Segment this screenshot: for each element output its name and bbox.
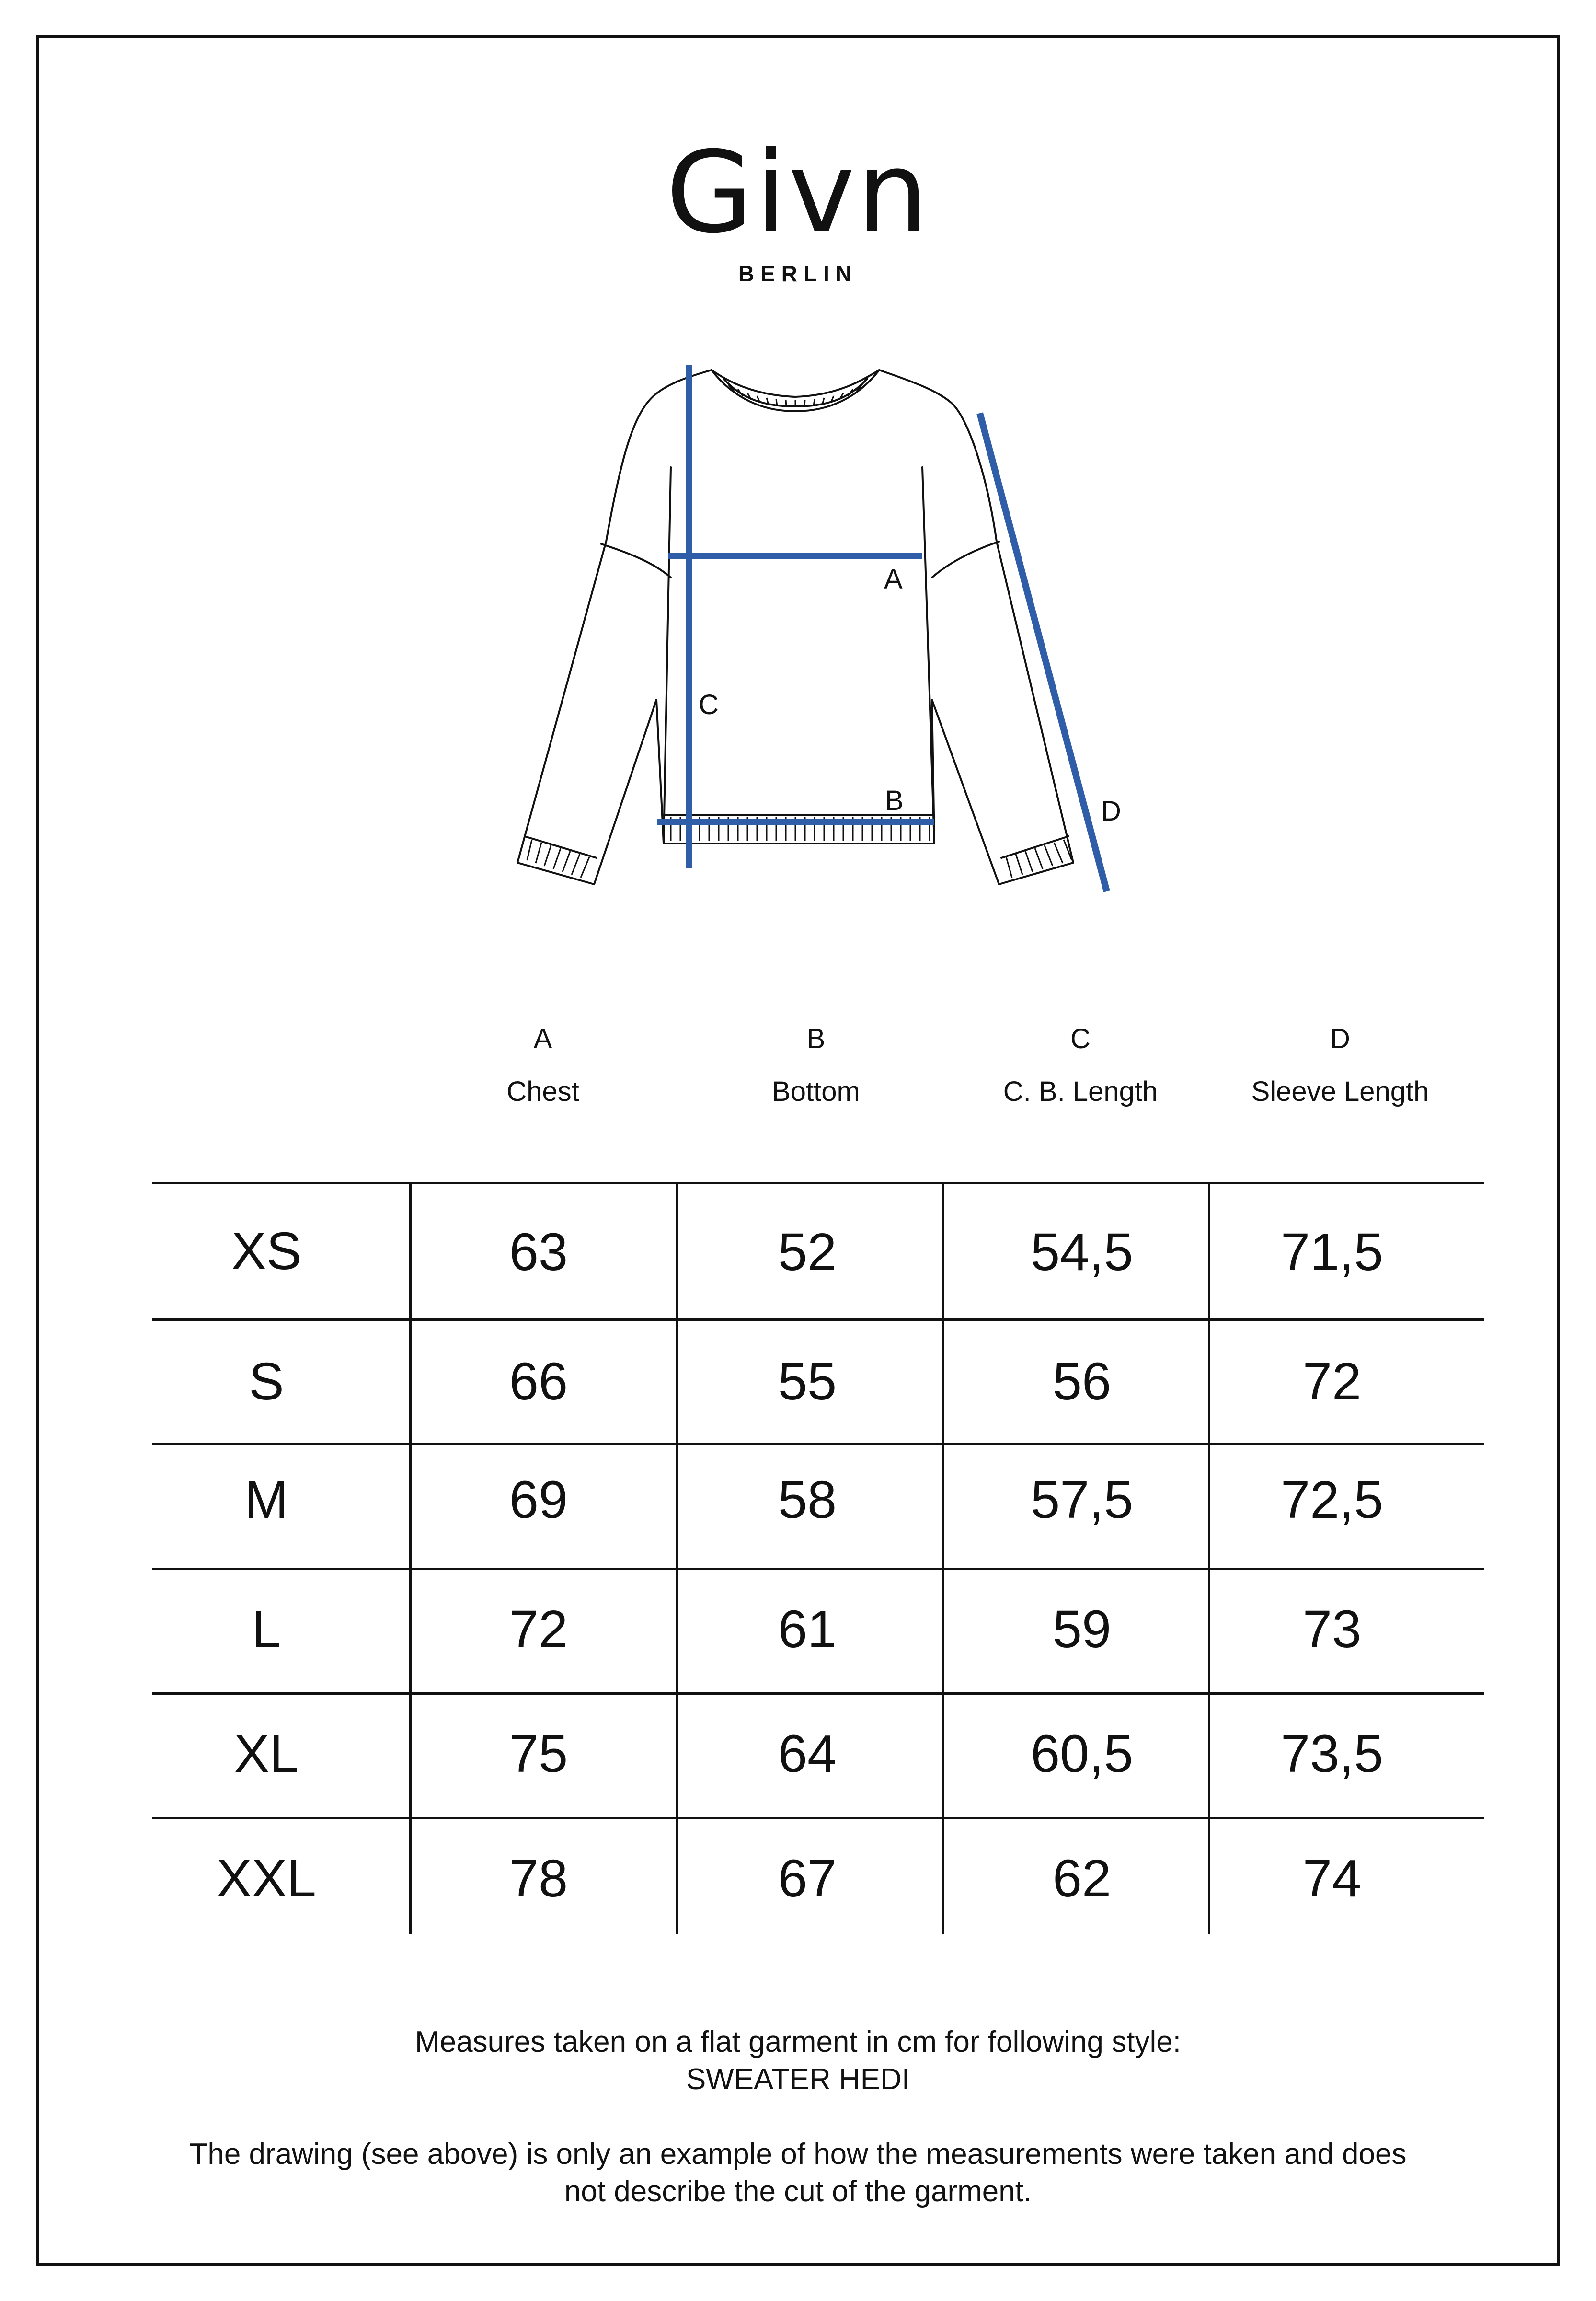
- footer-disclaimer-line1: The drawing (see above) is only an example of how the measurements were taken and does: [189, 2138, 1407, 2171]
- size-label: L: [252, 1600, 281, 1659]
- table-cell: 72: [1302, 1352, 1362, 1411]
- collar-ribbing: [719, 379, 872, 407]
- table-rule: [152, 1318, 1484, 1321]
- column-header-sleeve-length: [1240, 1021, 1441, 1110]
- size-label: M: [244, 1470, 288, 1529]
- column-label: C. B. Length: [1003, 1076, 1158, 1107]
- table-cell: 74: [1302, 1849, 1362, 1908]
- column-label: Sleeve Length: [1251, 1076, 1429, 1107]
- table-rule: [152, 1817, 1484, 1819]
- table-divider: [1208, 1182, 1210, 1934]
- table-cell: 63: [509, 1223, 568, 1282]
- table-cell: 69: [509, 1470, 568, 1529]
- table-cell: 52: [778, 1223, 837, 1282]
- table-cell: 58: [778, 1470, 837, 1529]
- table-divider: [676, 1182, 678, 1934]
- table-cell: 62: [1052, 1849, 1112, 1908]
- measure-line-d: [980, 413, 1107, 891]
- table-cell: 59: [1052, 1600, 1112, 1659]
- table-cell: 71,5: [1280, 1223, 1384, 1282]
- table-cell: 56: [1052, 1352, 1112, 1411]
- column-header-bottom: [720, 1021, 912, 1110]
- table-divider: [942, 1182, 944, 1934]
- column-label: Bottom: [772, 1076, 860, 1107]
- left-cuff-ribbing: [527, 840, 589, 878]
- table-cell: 72,5: [1280, 1470, 1384, 1529]
- column-letter: B: [806, 1023, 826, 1054]
- size-label: XS: [231, 1222, 302, 1281]
- table-cell: 78: [509, 1849, 568, 1908]
- table-cell: 54,5: [1030, 1223, 1134, 1282]
- brand-logo-subtitle: BERLIN: [738, 261, 858, 286]
- table-divider: [409, 1182, 412, 1934]
- column-header-chest: [447, 1021, 639, 1110]
- table-rule: [152, 1443, 1484, 1445]
- footer-note-measures: Measures taken on a flat garment in cm for following style:: [415, 2025, 1181, 2058]
- sweater-diagram: [0, 0, 1596, 959]
- table-rule: [152, 1182, 1484, 1184]
- table-cell: 72: [509, 1600, 568, 1659]
- column-letter: D: [1330, 1023, 1350, 1054]
- table-cell: 73: [1302, 1600, 1362, 1659]
- table-rule: [152, 1692, 1484, 1695]
- marker-d: D: [1101, 796, 1121, 827]
- footer-style-name: SWEATER HEDI: [686, 2063, 910, 2096]
- column-label: Chest: [506, 1076, 579, 1107]
- footer-disclaimer-line2: not describe the cut of the garment.: [564, 2175, 1032, 2208]
- size-label: XL: [234, 1724, 299, 1783]
- table-cell: 75: [509, 1724, 568, 1783]
- table-cell: 66: [509, 1352, 568, 1411]
- size-label: XXL: [217, 1849, 316, 1908]
- table-cell: 57,5: [1030, 1470, 1134, 1529]
- brand-logo-name: Givn: [666, 127, 930, 258]
- marker-b: B: [885, 785, 904, 816]
- column-letter: A: [533, 1023, 552, 1054]
- column-header-cb-length: [980, 1021, 1181, 1110]
- marker-a: A: [884, 564, 903, 595]
- table-cell: 73,5: [1280, 1724, 1384, 1783]
- column-letter: C: [1070, 1023, 1091, 1054]
- table-rule: [152, 1568, 1484, 1570]
- table-cell: 67: [778, 1849, 837, 1908]
- table-cell: 61: [778, 1600, 837, 1659]
- table-cell: 60,5: [1030, 1724, 1134, 1783]
- table-cell: 64: [778, 1724, 837, 1783]
- marker-c: C: [699, 689, 719, 720]
- table-cell: 55: [778, 1352, 837, 1411]
- size-label: S: [249, 1352, 284, 1411]
